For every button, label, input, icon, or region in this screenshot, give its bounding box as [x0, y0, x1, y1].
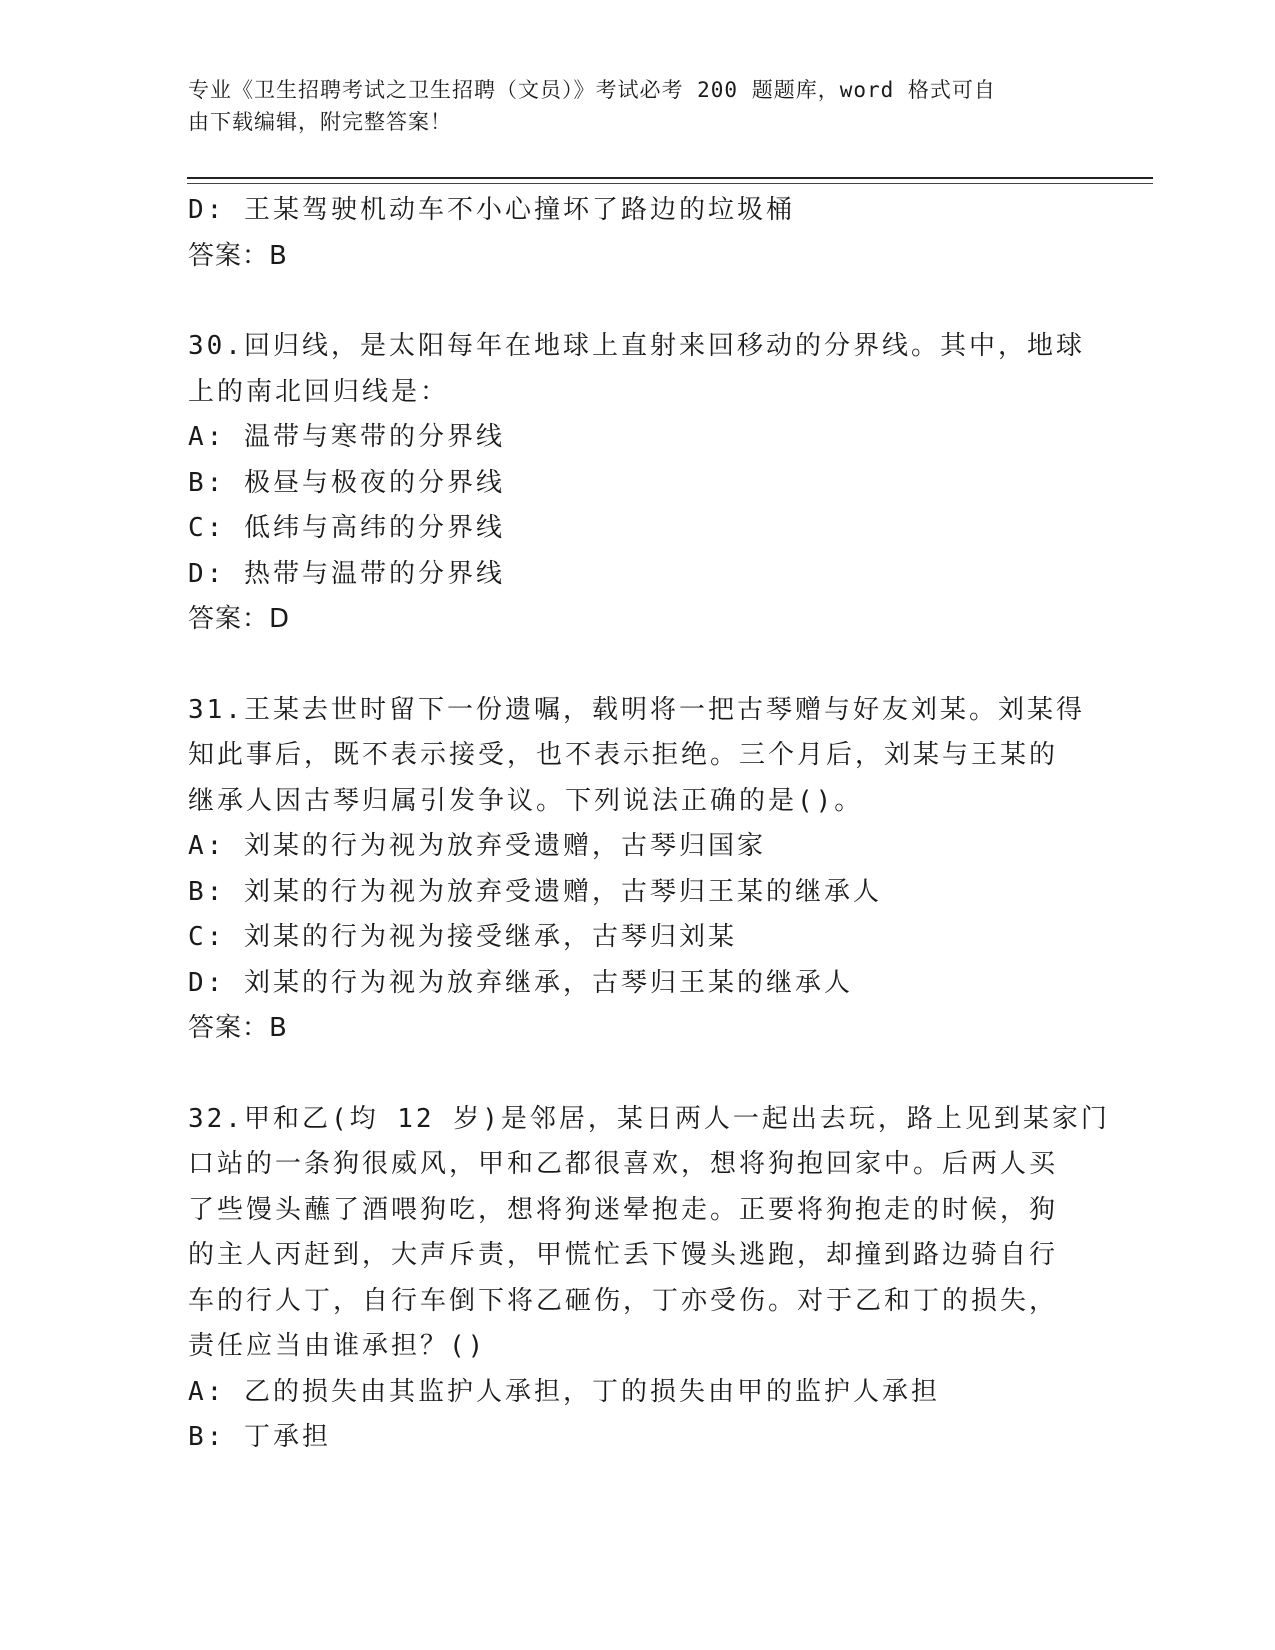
spacer — [188, 643, 1088, 688]
option-a: A: 乙的损失由其监护人承担，丁的损失由甲的监护人承担 — [188, 1376, 940, 1407]
answer-line: 答案：B — [188, 240, 288, 271]
question-stem-line: 上的南北回归线是： — [188, 376, 450, 407]
option-a: A: 刘某的行为视为放弃受遗赠，古琴归国家 — [188, 831, 766, 861]
option-b: B: 丁承担 — [188, 1422, 331, 1452]
option-d: D: 刘某的行为视为放弃继承，古琴归王某的继承人 — [188, 967, 853, 998]
question-stem-line: 的主人丙赶到，大声斥责，甲慌忙丢下馒头逃跑，却撞到路边骑自行 — [188, 1240, 1059, 1270]
question-31 — [188, 688, 1088, 1052]
option-b: B: 刘某的行为视为放弃受遗赠，古琴归王某的继承人 — [188, 876, 882, 907]
spacer — [188, 1052, 1088, 1097]
question-stem-line: 知此事后，既不表示接受，也不表示拒绝。三个月后，刘某与王某的 — [188, 740, 1059, 770]
question-stem-line: 口站的一条狗很威风，甲和乙都很喜欢，想将狗抱回家中。后两人买 — [188, 1149, 1059, 1179]
option-b: B: 极昼与极夜的分界线 — [188, 467, 505, 498]
option-d: D: 热带与温带的分界线 — [188, 558, 505, 589]
option-c: C: 刘某的行为视为接受继承，古琴归刘某 — [188, 922, 737, 952]
option-c: C: 低纬与高纬的分界线 — [188, 513, 505, 543]
header-line-1: 专业《卫生招聘考试之卫生招聘（文员）》考试必考 200 题题库，word 格式可自 — [188, 78, 996, 102]
header-divider-thick — [187, 177, 1153, 179]
question-stem-line: 32.甲和乙(均 12 岁)是邻居，某日两人一起出去玩，路上见到某家门 — [188, 1103, 1110, 1134]
spacer — [188, 279, 1088, 324]
question-stem-line: 了些馒头蘸了酒喂狗吃，想将狗迷晕抱走。正要将狗抱走的时候，狗 — [188, 1194, 1059, 1225]
question-stem-line: 车的行人丁，自行车倒下将乙砸伤，丁亦受伤。对于乙和丁的损失， — [188, 1285, 1059, 1316]
option-d: D: 王某驾驶机动车不小心撞坏了路边的垃圾桶 — [188, 195, 795, 225]
question-stem-line: 继承人因古琴归属引发争议。下列说法正确的是()。 — [188, 785, 864, 816]
header-divider-thin — [187, 183, 1153, 184]
header-line-2: 由下载编辑，附完整答案！ — [188, 110, 452, 134]
question-stem-line: 31.王某去世时留下一份遗嘱，载明将一把古琴赠与好友刘某。刘某得 — [188, 694, 1085, 725]
question-30 — [188, 324, 1088, 643]
question-stem-line: 30.回归线，是太阳每年在地球上直射来回移动的分界线。其中，地球 — [188, 331, 1085, 361]
page-header — [188, 74, 1068, 138]
option-a: A: 温带与寒带的分界线 — [188, 422, 505, 452]
answer-line: 答案：D — [188, 604, 291, 634]
answer-line: 答案：B — [188, 1013, 288, 1043]
previous-question-tail — [188, 188, 1088, 279]
question-32 — [188, 1097, 1110, 1461]
question-list — [188, 188, 1110, 1461]
question-stem-line: 责任应当由谁承担？() — [188, 1331, 487, 1361]
